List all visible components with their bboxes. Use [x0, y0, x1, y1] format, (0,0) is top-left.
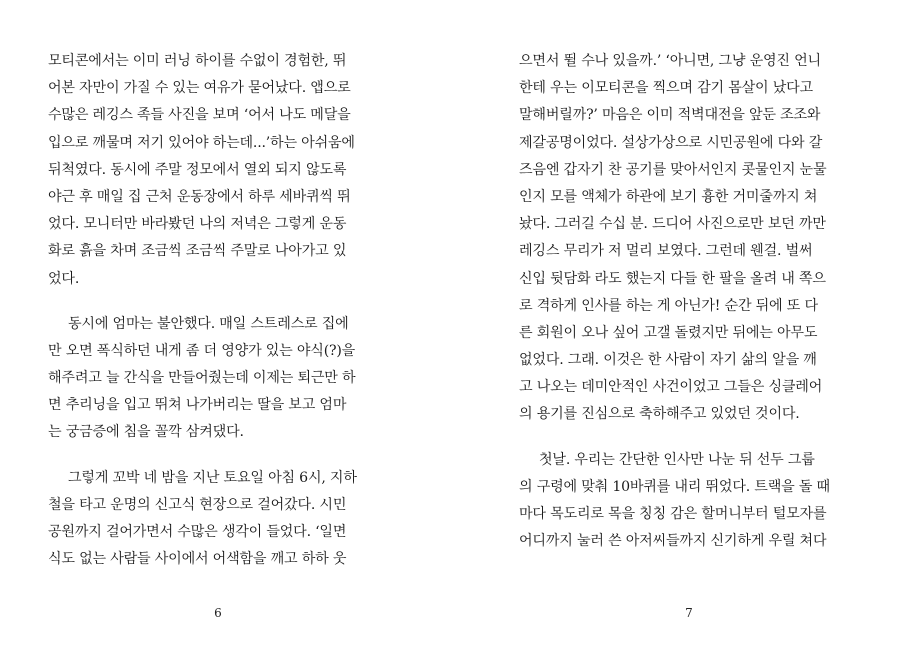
paragraph	[48, 48, 388, 293]
text-line: 모티콘에서는 이미 러닝 하이를 수없이 경험한, 뛰	[48, 53, 347, 69]
text-line: 공원까지 걸어가면서 수많은 생각이 들었다. ‘일면	[48, 524, 347, 540]
text-line: 그렇게 꼬박 네 밤을 지난 토요일 아침 6시, 지하	[68, 469, 357, 486]
text-line: 로 격하게 인사를 하는 게 아닌가! 순간 뒤에 또 다	[519, 297, 818, 314]
right-page	[519, 0, 859, 664]
text-line: 뒤척였다. 동시에 주말 정모에서 열외 되지 않도록	[48, 161, 347, 178]
text-line: 화로 흙을 차며 조금씩 조금씩 주말로 나아가고 있	[48, 243, 347, 260]
text-line: 말해버릴까?’ 마음은 이미 적벽대전을 앞둔 조조와	[519, 107, 821, 124]
text-line: 인지 모를 액체가 하관에 보기 흉한 거미줄까지 쳐	[519, 188, 818, 205]
text-line: 레깅스 무리가 저 멀리 보였다. 그런데 웬걸. 벌써	[519, 243, 813, 260]
text-line: 없었다. 그래. 이것은 한 사람이 자기 삶의 알을 깨	[519, 352, 817, 369]
paragraph-gap	[48, 293, 388, 311]
text-line: 수많은 레깅스 족들 사진을 보며 ‘어서 나도 메달을	[48, 107, 351, 124]
paragraph	[519, 447, 859, 556]
text-line: 식도 없는 사람들 사이에서 어색함을 깨고 하하 웃	[48, 551, 347, 568]
text-line: 고 나오는 데미안적인 사건이었고 그들은 싱클레어	[519, 379, 823, 396]
page-number: 6	[214, 606, 222, 620]
text-line: 었다.	[48, 270, 80, 287]
text-line: 제갈공명이었다. 설상가상으로 시민공원에 다와 갈	[519, 134, 823, 151]
text-line: 면 추리닝을 입고 뛰쳐 나가버리는 딸을 보고 엄마	[48, 397, 347, 414]
text-line: 의 구령에 맞춰 10바퀴를 내리 뛰었다. 트랙을 돌 때	[519, 478, 830, 495]
text-line: 어디까지 눌러 쓴 아저씨들까지 신기하게 우릴 쳐다	[519, 533, 827, 550]
paragraph	[519, 48, 859, 429]
paragraph	[48, 465, 388, 574]
text-line: 첫날. 우리는 간단한 인사만 나눈 뒤 선두 그룹	[539, 451, 815, 468]
text-line: 었다. 모니터만 바라봤던 나의 저녁은 그렇게 운동	[48, 216, 347, 233]
text-line: 른 회원이 오나 싶어 고갤 돌렸지만 뒤에는 아무도	[519, 324, 818, 341]
text-line: 으면서 뛸 수나 있을까.’ ‘아니면, 그냥 운영진 언니	[519, 53, 821, 69]
text-line: 동시에 엄마는 불안했다. 매일 스트레스로 집에	[68, 315, 349, 332]
text-line: 입으로 깨물며 저기 있어야 하는데...’하는 아쉬움에	[48, 134, 355, 151]
text-line: 만 오면 폭식하던 내게 좀 더 영양가 있는 야식(?)을	[48, 342, 356, 359]
text-line: 의 용기를 진심으로 축하해주고 있었던 것이다.	[519, 406, 800, 423]
text-line: 해주려고 늘 간식을 만들어줬는데 이제는 퇴근만 하	[48, 370, 356, 387]
text-line: 한테 우는 이모티콘을 찍으며 감기 몸살이 났다고	[519, 80, 813, 97]
text-line: 마다 목도리로 목을 칭칭 감은 할머니부터 털모자를	[519, 506, 827, 522]
paragraph-gap	[48, 447, 388, 465]
page-number: 7	[685, 606, 693, 620]
text-line: 놨다. 그러길 수십 분. 드디어 사진으로만 보던 까만	[519, 216, 826, 233]
left-page	[48, 0, 388, 664]
text-line: 즈음엔 갑자기 찬 공기를 맞아서인지 콧물인지 눈물	[519, 161, 827, 178]
paragraph	[48, 311, 388, 447]
text-line: 신입 뒷담화 라도 했는지 다들 한 팔을 올려 내 쪽으	[519, 270, 826, 287]
text-line: 어본 자만이 가질 수 있는 여유가 묻어났다. 앱으로	[48, 80, 351, 97]
paragraph-gap	[519, 429, 859, 447]
text-line: 는 궁금증에 침을 꼴깍 삼켜댔다.	[48, 424, 244, 441]
text-line: 야근 후 매일 집 근처 운동장에서 하루 세바퀴씩 뛰	[48, 188, 351, 205]
text-line: 철을 타고 운명의 신고식 현장으로 걸어갔다. 시민	[48, 496, 347, 513]
